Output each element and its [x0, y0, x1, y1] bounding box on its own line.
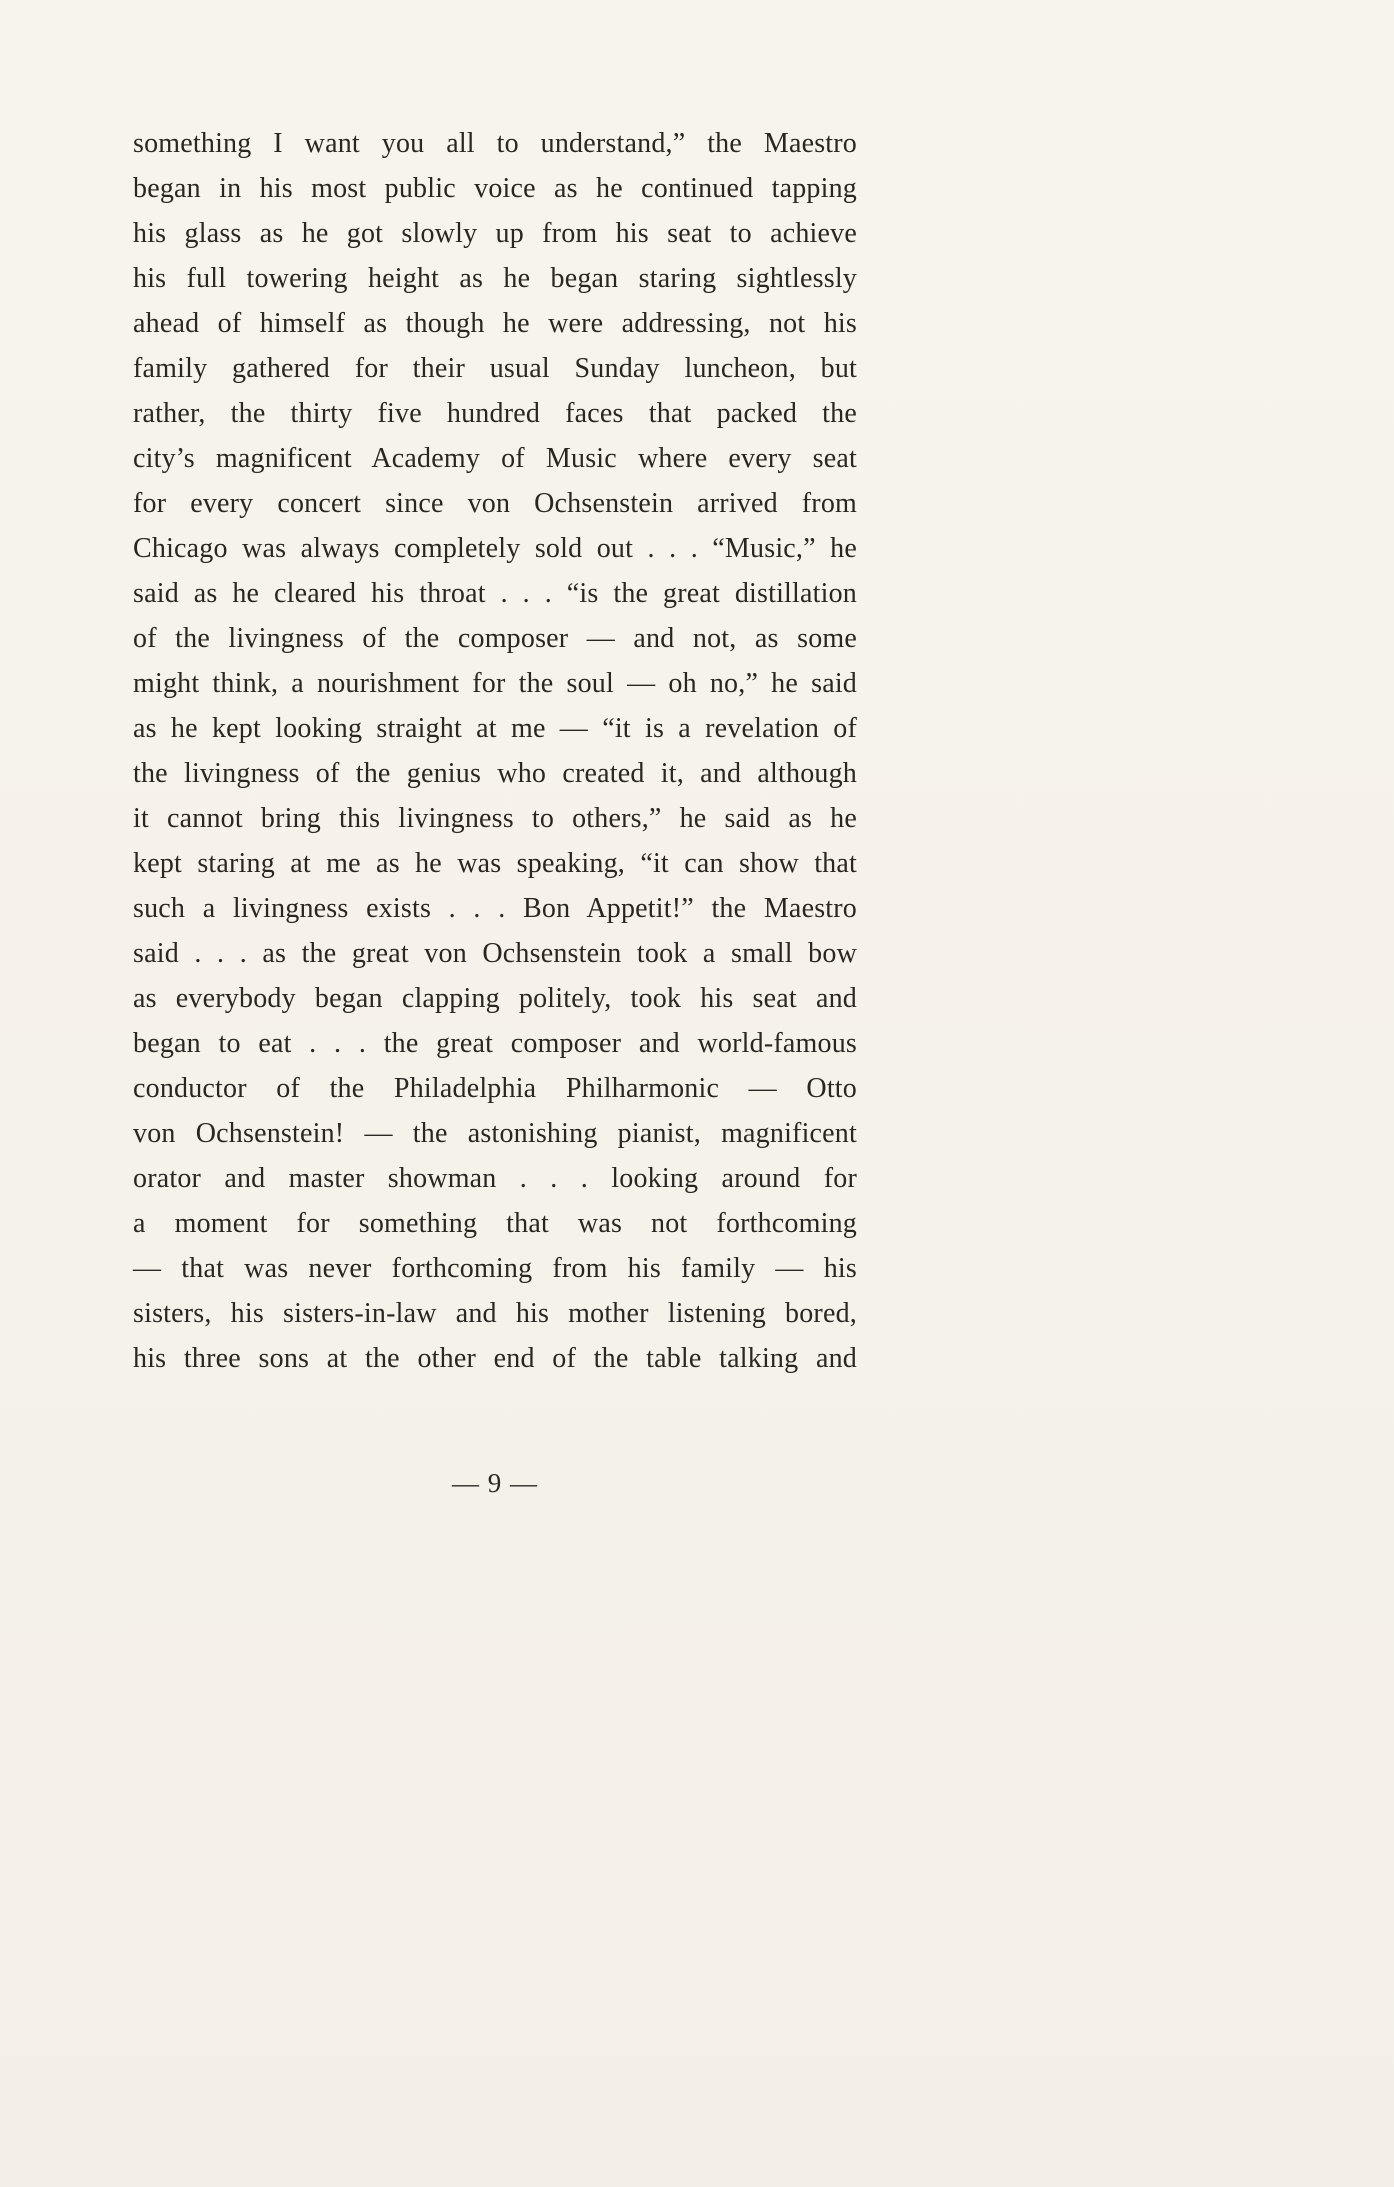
text-line: of the livingness of the composer — and not, as some [133, 623, 857, 654]
text-line: his full towering height as he began staring sightlessly [133, 263, 857, 294]
text-line: said . . . as the great von Ochsenstein took a small bow [133, 938, 857, 969]
text-line: his three sons at the other end of the table talking and [133, 1343, 857, 1374]
text-line: began in his most public voice as he continued tapping [133, 173, 857, 204]
text-line: the livingness of the genius who created it, and although [133, 758, 857, 789]
text-line: conductor of the Philadelphia Philharmonic — Otto [133, 1073, 857, 1104]
text-line: — that was never forthcoming from his family — his [133, 1253, 857, 1284]
text-line: said as he cleared his throat . . . “is the great distillation [133, 578, 857, 609]
text-line: began to eat . . . the great composer and world-famous [133, 1028, 857, 1059]
text-line: something I want you all to understand,” the Maestro [133, 128, 857, 159]
text-line: city’s magnificent Academy of Music where every seat [133, 443, 857, 474]
text-line: for every concert since von Ochsenstein arrived from [133, 488, 857, 519]
text-line: von Ochsenstein! — the astonishing pianist, magnificent [133, 1118, 857, 1149]
text-line: a moment for something that was not forthcoming [133, 1208, 857, 1239]
text-line: his glass as he got slowly up from his seat to achieve [133, 218, 857, 249]
text-line: as everybody began clapping politely, took his seat and [133, 983, 857, 1014]
text-line: Chicago was always completely sold out . . . “Music,” he [133, 533, 857, 564]
text-line: sisters, his sisters-in-law and his mother listening bored, [133, 1298, 857, 1329]
body-text [133, 121, 857, 1381]
text-line: ahead of himself as though he were addressing, not his [133, 308, 857, 339]
text-line: such a livingness exists . . . Bon Appetit!” the Maestro [133, 893, 857, 924]
text-line: kept staring at me as he was speaking, “it can show that [133, 848, 857, 879]
text-line: might think, a nourishment for the soul — oh no,” he said [133, 668, 857, 699]
text-line: as he kept looking straight at me — “it is a revelation of [133, 713, 857, 744]
text-line: orator and master showman . . . looking around for [133, 1163, 857, 1194]
text-line: family gathered for their usual Sunday luncheon, but [133, 353, 857, 384]
text-line: rather, the thirty five hundred faces that packed the [133, 398, 857, 429]
page-number: — 9 — [452, 1468, 538, 1498]
text-line: it cannot bring this livingness to others,” he said as he [133, 803, 857, 834]
